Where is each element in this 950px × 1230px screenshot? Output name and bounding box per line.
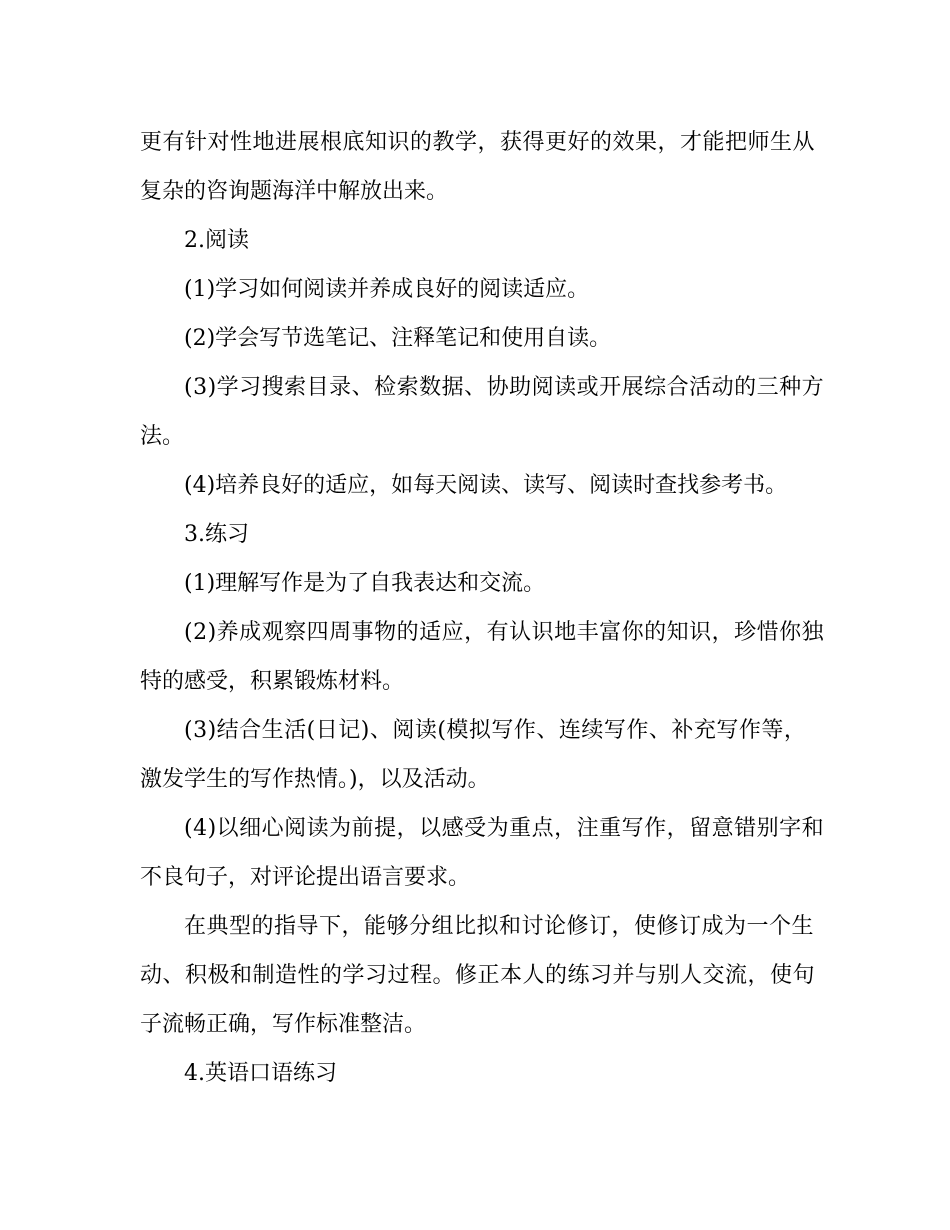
list-item: (4)培养良好的适应，如每天阅读、读写、阅读时查找参考书。 xyxy=(184,473,788,498)
paragraph-line: 更有针对性地进展根底知识的教学，获得更好的效果，才能把师生从 xyxy=(140,130,816,155)
list-item: (1)理解写作是为了自我表达和交流。 xyxy=(184,571,546,596)
list-item-continuation: 特的感受，积累锻炼材料。 xyxy=(140,669,405,694)
list-item-continuation: 法。 xyxy=(140,424,185,449)
section-heading-practice: 3.练习 xyxy=(184,522,249,547)
list-item: (3)学习搜索目录、检索数据、协助阅读或开展综合活动的三种方 xyxy=(184,375,825,400)
paragraph-line: 动、积极和制造性的学习过程。修正本人的练习并与别人交流，使句 xyxy=(140,963,816,988)
paragraph-line: 子流畅正确，写作标准整洁。 xyxy=(140,1012,427,1037)
paragraph-line: 复杂的咨询题海洋中解放出来。 xyxy=(140,179,449,204)
section-heading-oral-english: 4.英语口语练习 xyxy=(184,1061,337,1086)
list-item: (4)以细心阅读为前提，以感受为重点，注重写作，留意错别字和 xyxy=(184,816,825,841)
list-item-continuation: 激发学生的写作热情。)，以及活动。 xyxy=(140,767,490,792)
list-item-continuation: 不良句子，对评论提出语言要求。 xyxy=(140,865,471,890)
list-item: (2)学会写节选笔记、注释笔记和使用自读。 xyxy=(184,326,612,351)
list-item: (1)学习如何阅读并养成良好的阅读适应。 xyxy=(184,277,590,302)
paragraph-line: 在典型的指导下，能够分组比拟和讨论修订，使修订成为一个生 xyxy=(184,914,815,939)
list-item: (3)结合生活(日记)、阅读(模拟写作、连续写作、补充写作等， xyxy=(184,718,807,743)
list-item: (2)养成观察四周事物的适应，有认识地丰富你的知识，珍惜你独 xyxy=(184,620,825,645)
section-heading-reading: 2.阅读 xyxy=(184,228,249,253)
